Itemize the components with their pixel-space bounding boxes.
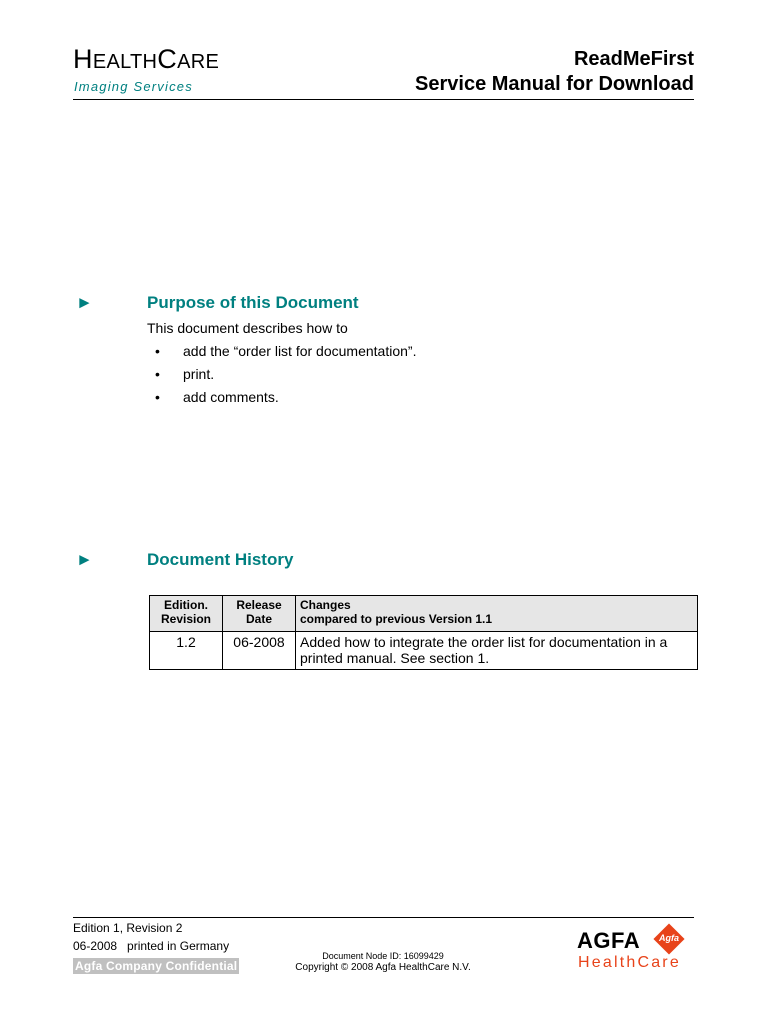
agfa-healthcare-text: HealthCare	[578, 954, 681, 971]
cell-edition: 1.2	[150, 632, 223, 670]
agfa-diamond-label: Agfa	[659, 933, 679, 943]
bullet-icon: •	[155, 343, 160, 359]
list-item-text: print.	[183, 366, 215, 382]
brand-letter-h: H	[73, 44, 93, 74]
list-item	[155, 342, 416, 365]
list-item	[155, 388, 416, 411]
agfa-logo-text: AGFA	[577, 928, 641, 953]
arrow-icon: ►	[76, 293, 93, 312]
list-item	[155, 365, 416, 388]
document-title	[415, 47, 694, 97]
brand-letters-are: ARE	[177, 51, 220, 73]
column-header-line: Date	[245, 612, 272, 626]
header-divider	[73, 99, 694, 100]
bullet-icon: •	[155, 389, 160, 405]
column-header-date	[223, 596, 296, 632]
column-header-line: Release	[236, 598, 282, 612]
footer-edition: Edition 1, Revision 2	[73, 921, 183, 935]
brand-logo	[73, 46, 219, 73]
title-line-1: ReadMeFirst	[573, 48, 694, 70]
brand-letters-ealth: EALTH	[92, 51, 158, 73]
history-heading: Document History	[147, 550, 294, 569]
bullet-icon: •	[155, 366, 160, 382]
cell-date: 06-2008	[223, 632, 296, 670]
list-item-text: add the “order list for documentation”.	[183, 343, 417, 359]
purpose-list	[155, 342, 416, 411]
purpose-intro: This document describes how to	[147, 320, 348, 336]
brand-subtitle: Imaging Services	[74, 79, 193, 94]
column-header-changes	[296, 596, 698, 632]
table-row	[150, 632, 698, 670]
table-header-row	[150, 596, 698, 632]
purpose-heading: Purpose of this Document	[147, 293, 359, 312]
document-node-id: Document Node ID: 16099429	[322, 951, 444, 961]
column-header-line: Revision	[160, 612, 211, 626]
footer-printed: 06-2008 printed in Germany	[73, 939, 230, 953]
title-line-2: Service Manual for Download	[415, 73, 694, 95]
history-table	[149, 595, 698, 670]
column-header-line: Edition.	[164, 598, 208, 612]
column-header-edition	[150, 596, 223, 632]
arrow-icon: ►	[76, 550, 93, 569]
brand-letter-c: C	[157, 44, 178, 74]
confidential-label: Agfa Company Confidential	[75, 959, 238, 973]
list-item-text: add comments.	[183, 389, 279, 405]
column-header-line: Changes	[300, 598, 351, 612]
copyright-text: Copyright © 2008 Agfa HealthCare N.V.	[295, 962, 471, 973]
footer-divider	[73, 917, 694, 918]
cell-changes: Added how to integrate the order list for documentation in a printed manual. See section 1.	[296, 632, 698, 670]
column-header-line: compared to previous Version 1.1	[300, 612, 493, 626]
